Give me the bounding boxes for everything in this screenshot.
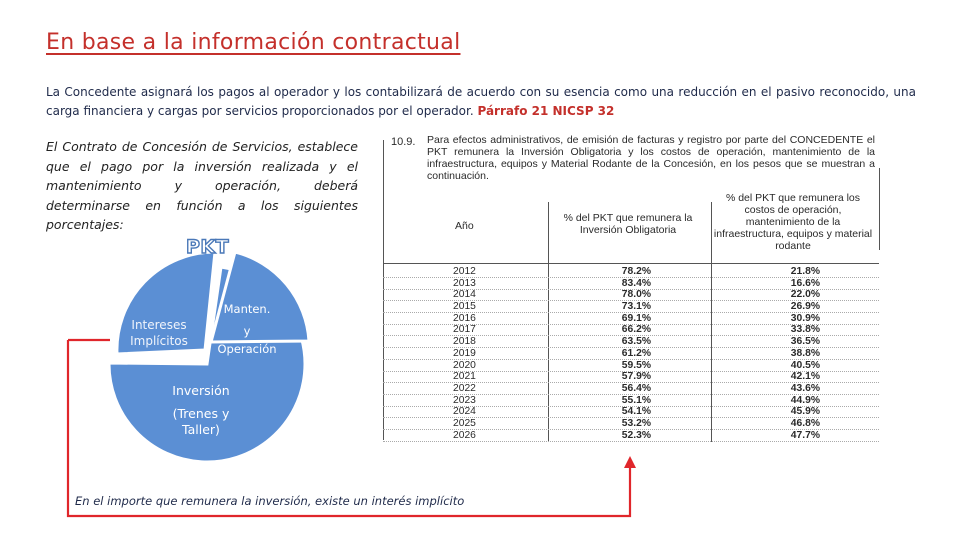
cell-inversion: 61.2%: [621, 347, 651, 359]
pie-label-manten-line2: y: [243, 324, 251, 338]
cell-inversion: 69.1%: [621, 312, 651, 324]
cell-year: 2023: [453, 394, 476, 406]
clause-text: Para efectos administrativos, de emisión de facturas y registro por parte del CONCEDENTE el PKT remunera la Inversión Obligatoria y los costos de operación, mantenimiento de la infraestructura, equipos y Material Rodante de la Concesión, en los pesos que se muestran a continuación.: [427, 134, 875, 182]
cell-costos: 47.7%: [790, 429, 820, 441]
cell-costos: 26.9%: [790, 301, 820, 313]
cell-costos: 44.9%: [790, 394, 820, 406]
table-row: [383, 383, 883, 395]
cell-year: 2022: [453, 382, 476, 394]
cell-costos: 30.9%: [790, 312, 820, 324]
table-row: [383, 301, 883, 313]
cell-costos: 21.8%: [790, 266, 820, 277]
row-divider: [383, 440, 879, 442]
slide-title: En base a la información contractual: [46, 30, 461, 55]
cell-costos: 40.5%: [790, 359, 820, 371]
cell-inversion: 54.1%: [621, 406, 651, 418]
table-row: [383, 278, 883, 290]
cell-year: 2026: [453, 429, 476, 441]
cell-year: 2017: [453, 324, 476, 336]
clause-number: 10.9.: [391, 136, 416, 148]
pie-label-manten-line1: Manten.: [223, 302, 271, 316]
pie-label-manten-line3: Operación: [217, 342, 277, 356]
cell-year: 2021: [453, 371, 476, 383]
cell-inversion: 78.2%: [621, 266, 651, 277]
intro-paragraph: [46, 83, 916, 121]
cell-year: 2025: [453, 417, 476, 429]
cell-inversion: 73.1%: [621, 301, 651, 313]
cell-costos: 33.8%: [790, 324, 820, 336]
table-row: [383, 336, 883, 348]
cell-costos: 38.8%: [790, 347, 820, 359]
cell-year: 2012: [453, 266, 476, 277]
cell-inversion: 53.2%: [621, 417, 651, 429]
table-row: [383, 266, 883, 278]
pie-label-manten: [215, 298, 279, 356]
cell-inversion: 56.4%: [621, 382, 651, 394]
intro-reference: Párrafo 21 NICSP 32: [477, 104, 615, 118]
table-row: [383, 313, 883, 325]
pie-label-inversion: [160, 380, 242, 438]
cell-inversion: 78.0%: [621, 289, 651, 301]
cell-inversion: 66.2%: [621, 324, 651, 336]
cell-costos: 22.0%: [790, 289, 820, 301]
cell-inversion: 57.9%: [621, 371, 651, 383]
table-row: [383, 348, 883, 360]
table-row: [383, 430, 883, 442]
cell-inversion: 55.1%: [621, 394, 651, 406]
arrowhead-up-icon: [624, 456, 636, 468]
cell-year: 2015: [453, 301, 476, 313]
table-row: [383, 324, 883, 336]
cell-costos: 45.9%: [790, 406, 820, 418]
cell-costos: 43.6%: [790, 382, 820, 394]
table-border-right: [879, 168, 880, 250]
cell-inversion: 63.5%: [621, 336, 651, 348]
cell-costos: 16.6%: [790, 277, 820, 289]
table-header-rule: [383, 263, 879, 264]
cell-costos: 46.8%: [790, 417, 820, 429]
pie-label-inversion-line1: Inversión: [172, 383, 230, 398]
header-year: Año: [455, 220, 474, 232]
cell-inversion: 59.5%: [621, 359, 651, 371]
cell-year: 2013: [453, 277, 476, 289]
cell-year: 2018: [453, 336, 476, 348]
header-costos: % del PKT que remunera los costos de operación, mantenimiento de la infraestructura, equipos y material rodante: [713, 192, 873, 252]
cell-year: 2016: [453, 312, 476, 324]
contract-paragraph: El Contrato de Concesión de Servicios, establece que el pago por la inversión realizada y el mantenimiento y operación, deberá determinarse en función a los siguientes porcentajes:: [46, 139, 358, 232]
cell-year: 2014: [453, 289, 476, 301]
cell-costos: 36.5%: [790, 336, 820, 348]
intro-text: La Concedente asignará los pagos al operador y los contabilizará de acuerdo con su esencia como una reducción en el pasivo reconocido, una carga financiera y cargas por servicios proporcionados por el operador.: [46, 85, 916, 118]
cell-year: 2020: [453, 359, 476, 371]
table-row: [383, 371, 883, 383]
cell-year: 2019: [453, 347, 476, 359]
pie-title: PKT: [186, 236, 230, 258]
pie-label-inversion-line2: (Trenes y Taller): [172, 406, 230, 437]
table-row: [383, 289, 883, 301]
table-row: [383, 360, 883, 372]
table-row: [383, 418, 883, 430]
cell-costos: 42.1%: [790, 371, 820, 383]
table-row: [383, 395, 883, 407]
cell-inversion: 83.4%: [621, 277, 651, 289]
cell-year: 2024: [453, 406, 476, 418]
implicit-interest-note: En el importe que remunera la inversión, existe un interés implícito: [75, 494, 465, 508]
table-rows: [383, 266, 883, 441]
header-inversion: % del PKT que remunera la Inversión Obligatoria: [563, 212, 693, 236]
pie-label-intereses: Intereses Implícitos: [130, 318, 188, 348]
table-row: [383, 406, 883, 418]
cell-inversion: 52.3%: [621, 429, 651, 441]
contract-table-scan: [383, 130, 883, 450]
